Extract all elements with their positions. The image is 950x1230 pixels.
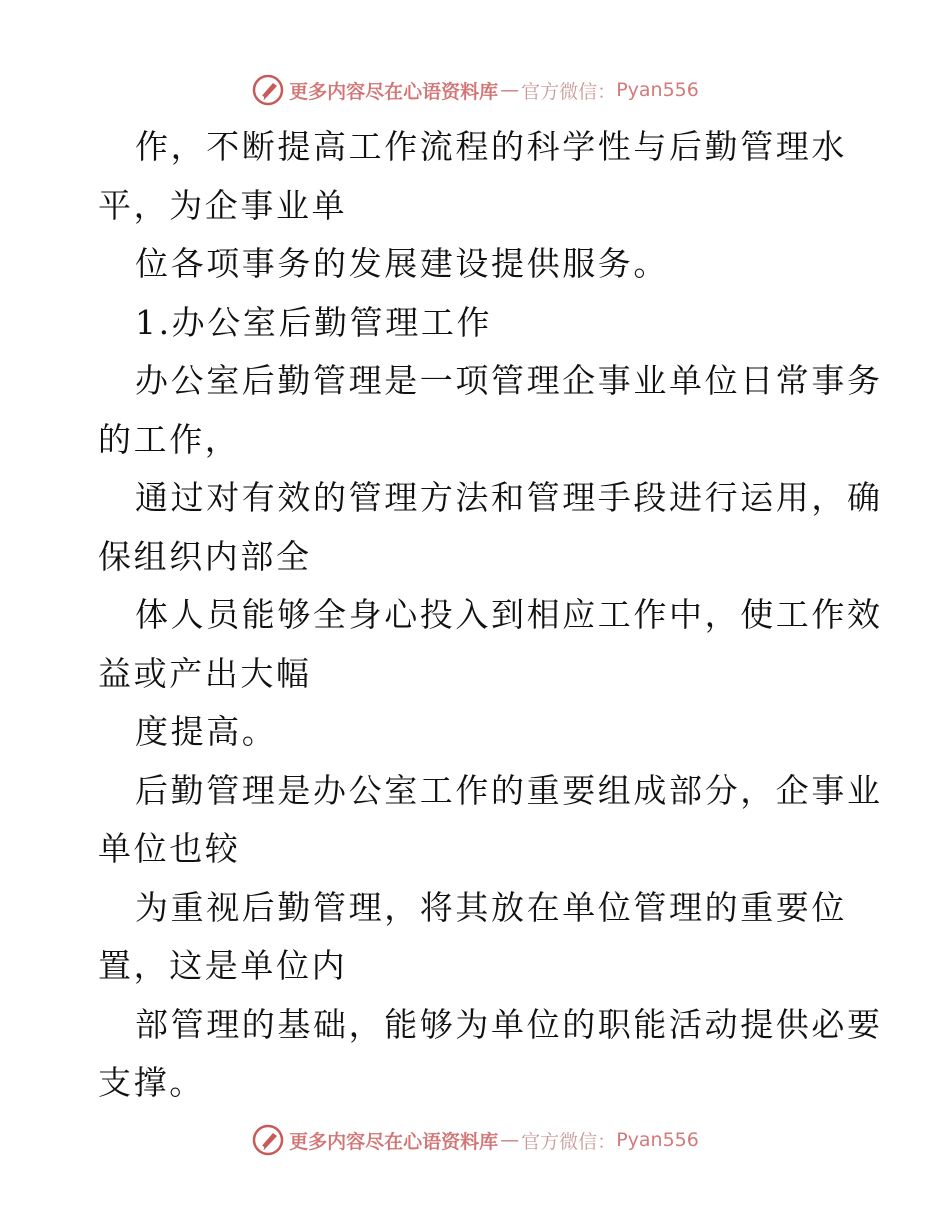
footer-dash: — bbox=[500, 1129, 520, 1151]
text-line: 1.办公室后勤管理工作 bbox=[135, 302, 493, 342]
text-line: 单位也较 bbox=[98, 829, 241, 868]
text-line: 部管理的基础，能够为单位的职能活动提供必要 bbox=[135, 1004, 883, 1044]
text-line: 支撑。 bbox=[98, 1063, 205, 1102]
text-line: 度提高。 bbox=[135, 712, 278, 751]
text-line: 位各项事务的发展建设提供服务。 bbox=[135, 244, 669, 283]
text-line: 保组织内部全 bbox=[98, 536, 312, 576]
text-line: 益或产出大幅 bbox=[98, 653, 312, 693]
header-banner bbox=[0, 70, 950, 110]
text-line: 办公室后勤管理是一项管理企事业单位日常事务 bbox=[135, 361, 883, 400]
pen-logo-icon bbox=[251, 1123, 285, 1157]
text-line: 为重视后勤管理，将其放在单位管理的重要位 bbox=[135, 887, 847, 927]
document-body bbox=[98, 118, 883, 1113]
header-dash: — bbox=[500, 79, 520, 101]
text-line: 后勤管理是办公室工作的重要组成部分，企事业 bbox=[135, 770, 883, 810]
text-line: 的工作， bbox=[98, 419, 241, 459]
footer-wechat-id: Pyan556 bbox=[616, 1129, 699, 1151]
header-wechat-label: 官方微信： bbox=[521, 80, 617, 103]
footer-banner bbox=[0, 1120, 950, 1160]
text-line: 通过对有效的管理方法和管理手段进行运用，确 bbox=[135, 478, 883, 517]
text-line: 平，为企事业单 bbox=[98, 185, 348, 225]
header-wechat-id: Pyan556 bbox=[616, 79, 699, 101]
footer-text: 更多内容尽在心语资料库 bbox=[289, 1130, 499, 1153]
text-line: 作，不断提高工作流程的科学性与后勤管理水 bbox=[135, 127, 847, 166]
footer-wechat-label: 官方微信： bbox=[521, 1130, 617, 1153]
pen-logo-icon bbox=[251, 73, 285, 107]
header-text: 更多内容尽在心语资料库 bbox=[289, 80, 499, 103]
text-line: 体人员能够全身心投入到相应工作中，使工作效 bbox=[135, 595, 883, 634]
text-line: 置，这是单位内 bbox=[98, 946, 348, 985]
